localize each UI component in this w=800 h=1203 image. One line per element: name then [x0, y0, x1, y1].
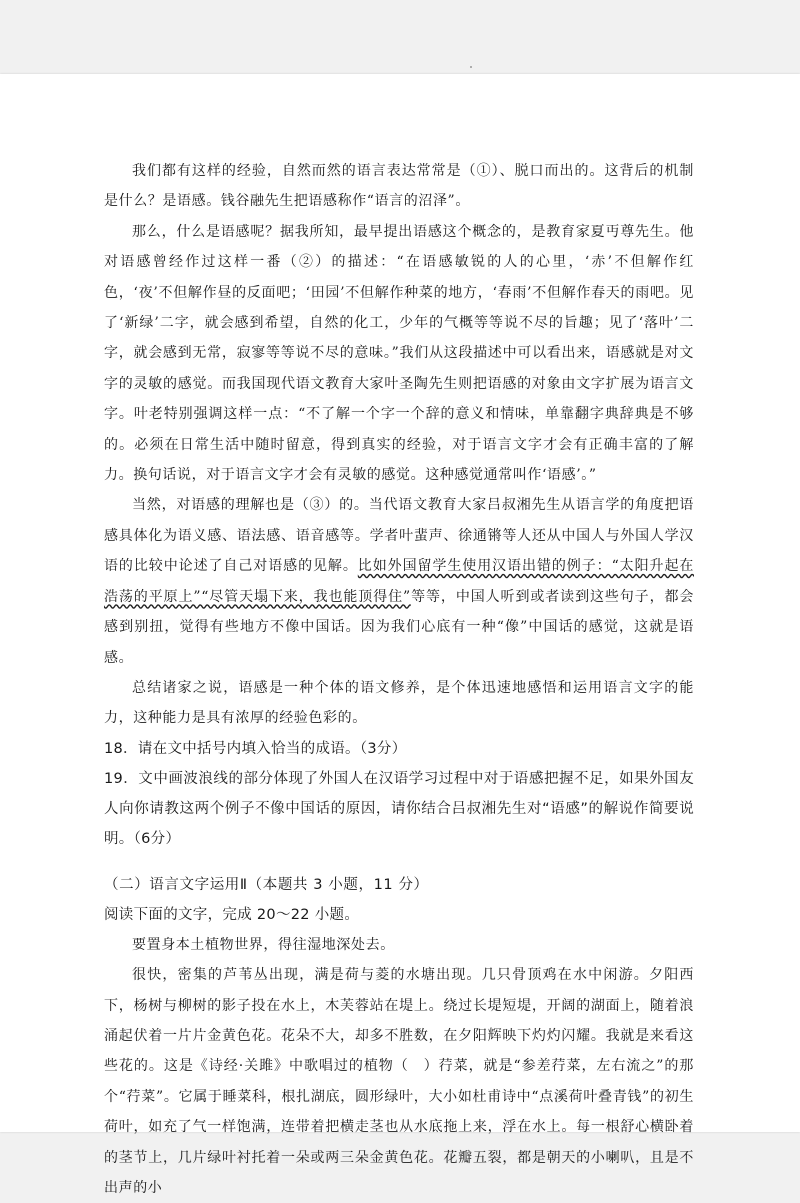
- passage-paragraph-2: 那么，什么是语感呢？据我所知，最早提出语感这个概念的，是教育家夏丏尊先生。他对语感曾经作过这样一番（②）的描述：“在语感敏锐的人的心里，‘赤’不但解作红色，‘夜’不但解作昼的反面吧；‘田园’不但解作种菜的地方，‘春雨’不但解作春天的雨吧。见了‘新绿’二字，就会感到希望，自然的化工，少年的气概等等说不尽的旨趣；见了‘落叶’二字，就会感到无常，寂寥等等说不尽的意味。”我们从这段描述中可以看出来，语感就是对文字的灵敏的感觉。而我国现代语文教育大家叶圣陶先生则把语感的对象由文字扩展为语言文字。叶老特别强调这样一点：“不了解一个字一个辞的意义和情味，单靠翻字典辞典是不够的。必须在日常生活中随时留意，得到真实的经验，对于语言文字才会有正确丰富的了解力。换句话说，对于语言文字才会有灵敏的感觉。这种感觉通常叫作‘语感’。”: [104, 223, 694, 484]
- passage-paragraph-3: [104, 490, 694, 672]
- question-18: 18．请在文中括号内填入恰当的成语。（3分）: [104, 740, 407, 757]
- passage-paragraph-1: 我们都有这样的经验，自然而然的语言表达常常是（①）、脱口而出的。这背后的机制是什么？是语感。钱谷融先生把语感称作“语言的沼泽”。: [104, 163, 694, 210]
- section-heading: （二）语言文字运用Ⅱ（本题共 3 小题，11 分）: [104, 876, 429, 893]
- question-19: 19．文中画波浪线的部分体现了外国人在汉语学习过程中对于语感把握不足，如果外国友人向你请教这两个例子不像中国话的原因，请你结合吕叔湘先生对“语感”的解说作简要说明。（6分）: [104, 770, 694, 847]
- passage-paragraph-4: 总结诸家之说，语感是一种个体的语文修养，是个体迅速地感悟和运用语言文字的能力，这种能力是具有浓厚的经验色彩的。: [104, 679, 694, 727]
- scan-speck: [470, 66, 472, 68]
- passage2-paragraph-2: 很快，密集的芦苇丛出现，满是荷与菱的水塘出现。几只骨顶鸡在水中闲游。夕阳西下，杨树与柳树的影子投在水上，木芙蓉站在堤上。绕过长堤短堤，开阔的湖面上，随着浪涌起伏着一片片金黄色花。花朵不大，却多不胜数，在夕阳辉映下灼灼闪耀。我就是来看这些花的。这是《诗经·关雎》中歌唱过的植物（ ）荇菜，就是“参差荇菜，左右流之”的那个“荇菜”。它属于睡菜科，根扎湖底，圆形绿叶，大小如杜甫诗中“点溪荷叶叠青钱”的初生荷叶，如充了气一样饱满，连带着把横走茎也从水底拖上来，浮在水上。每一根舒心横卧着的茎节上，几片绿叶衬托着一朵或两三朵金黄色花。花瓣五裂，都是朝天的小喇叭，且是不出声的小: [104, 967, 694, 1196]
- wavy-underlined-examples: 比如外国留学生使用汉语出错的例子：“太阳升起在浩荡的平原上”“尽管天塌下来，我也能顶得住”: [104, 558, 694, 605]
- paragraph-3-tail: 等等，中国人听到或者读到这些句子，都会感到别扭，觉得有些地方不像中国话。因为我们心底有一种“像”中国话的感觉，这就是语感。: [104, 588, 695, 666]
- document-page: [0, 74, 800, 1196]
- paragraph-3-lead: 当然，对语感的理解也是（③）的。当代语文教育大家吕叔湘先生从语言学的角度把语感具体化为语义感、语法感、语音感等。学者叶蜚声、徐通锵等人还从中国人与外国人学汉语的比较中论述了自己对语感的见解。: [104, 497, 694, 575]
- page-content: [104, 156, 694, 1203]
- passage2-paragraph-1: 要置身本土植物世界，得往湿地深处去。: [132, 936, 395, 953]
- section-instruction: 阅读下面的文字，完成 20～22 小题。: [104, 906, 360, 923]
